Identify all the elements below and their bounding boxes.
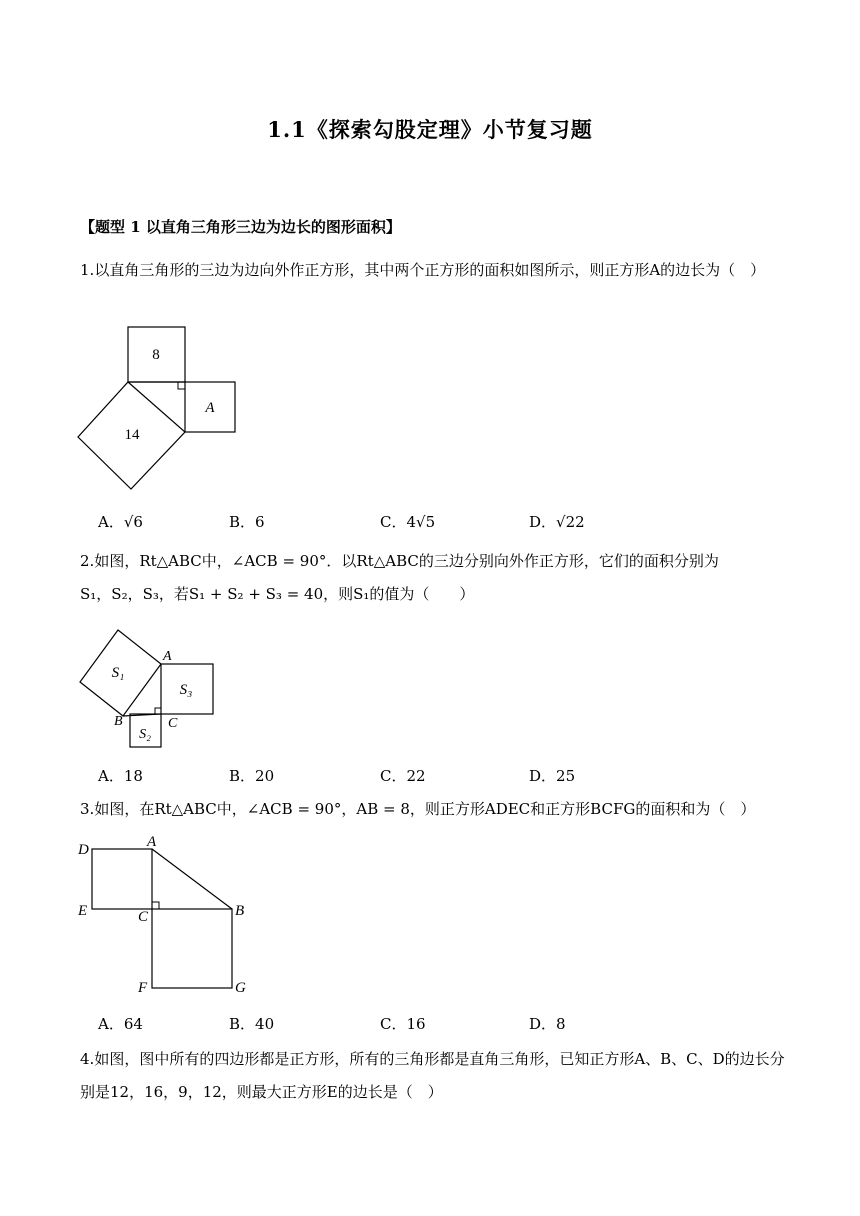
label-s2: S₂: [139, 727, 151, 742]
question-text-line-2: S₁，S₂，S₃，若S₁ + S₂ + S₃ = 40，则S₁的值为（ ）: [80, 585, 475, 603]
label-14: 14: [124, 427, 140, 443]
question-number: 1.: [80, 261, 95, 279]
option-d[interactable]: D．25: [529, 767, 576, 785]
option-d[interactable]: D．8: [529, 1015, 566, 1033]
question-text: 如图，图中所有的四边形都是正方形，所有的三角形都是直角三角形，已知正方形A、B、C、D的边长分别是12，16，9，12，则最大正方形E的边长是（ ）: [80, 1050, 785, 1101]
right-angle-mark: [178, 382, 185, 389]
option-b[interactable]: B．40: [229, 1015, 275, 1033]
label-e: E: [78, 903, 88, 919]
label-f: F: [138, 980, 148, 996]
question-number: 4.: [80, 1050, 95, 1068]
label-g: G: [235, 980, 246, 996]
hypotenuse-ab: [152, 849, 232, 909]
question-number: 3.: [80, 800, 95, 818]
option-d[interactable]: D．√22: [529, 513, 585, 531]
label-c: C: [138, 909, 149, 925]
question-text: 如图，在Rt△ABC中，∠ACB = 90°，AB = 8，则正方形ADEC和正方形BCFG的面积和为（ ）: [94, 800, 756, 818]
page-title: 1.1《探索勾股定理》小节复习题: [267, 117, 593, 142]
label-c: C: [168, 716, 178, 731]
label-a: A: [163, 649, 172, 664]
question-4: [80, 1043, 785, 1109]
q2-figure: [76, 626, 221, 751]
q3-figure: [74, 832, 264, 1002]
label-a: A: [147, 834, 157, 850]
question-text-line-1: 如图，Rt△ABC中，∠ACB = 90°．以Rt△ABC的三边分别向外作正方形，它们的面积分别为: [94, 552, 719, 570]
option-b[interactable]: B．20: [229, 767, 275, 785]
section-heading: 【题型 1 以直角三角形三边为边长的图形面积】: [80, 218, 401, 236]
question-1: [80, 254, 785, 287]
question-2: [80, 545, 785, 611]
option-c[interactable]: C．22: [380, 767, 426, 785]
label-d: D: [78, 842, 89, 858]
label-b: B: [114, 714, 123, 729]
q1-figure: [74, 322, 244, 494]
option-c[interactable]: C．4√5: [380, 513, 436, 531]
option-a[interactable]: A．18: [98, 767, 143, 785]
option-a[interactable]: A．√6: [98, 513, 143, 531]
right-angle-mark: [152, 902, 159, 909]
option-a[interactable]: A．64: [98, 1015, 143, 1033]
right-angle-mark: [155, 708, 161, 714]
label-b: B: [235, 903, 245, 919]
label-a: A: [205, 400, 215, 416]
label-s3: S₃: [179, 682, 193, 698]
question-number: 2.: [80, 552, 95, 570]
label-8: 8: [152, 347, 160, 363]
square-adec: [92, 849, 152, 909]
option-c[interactable]: C．16: [380, 1015, 426, 1033]
question-text: 以直角三角形的三边为边向外作正方形，其中两个正方形的面积如图所示，则正方形A的边长为（ ）: [94, 261, 766, 279]
option-b[interactable]: B．6: [229, 513, 265, 531]
square-bcfg: [152, 909, 232, 988]
label-s1: S₁: [111, 665, 125, 681]
question-3: [80, 793, 785, 826]
